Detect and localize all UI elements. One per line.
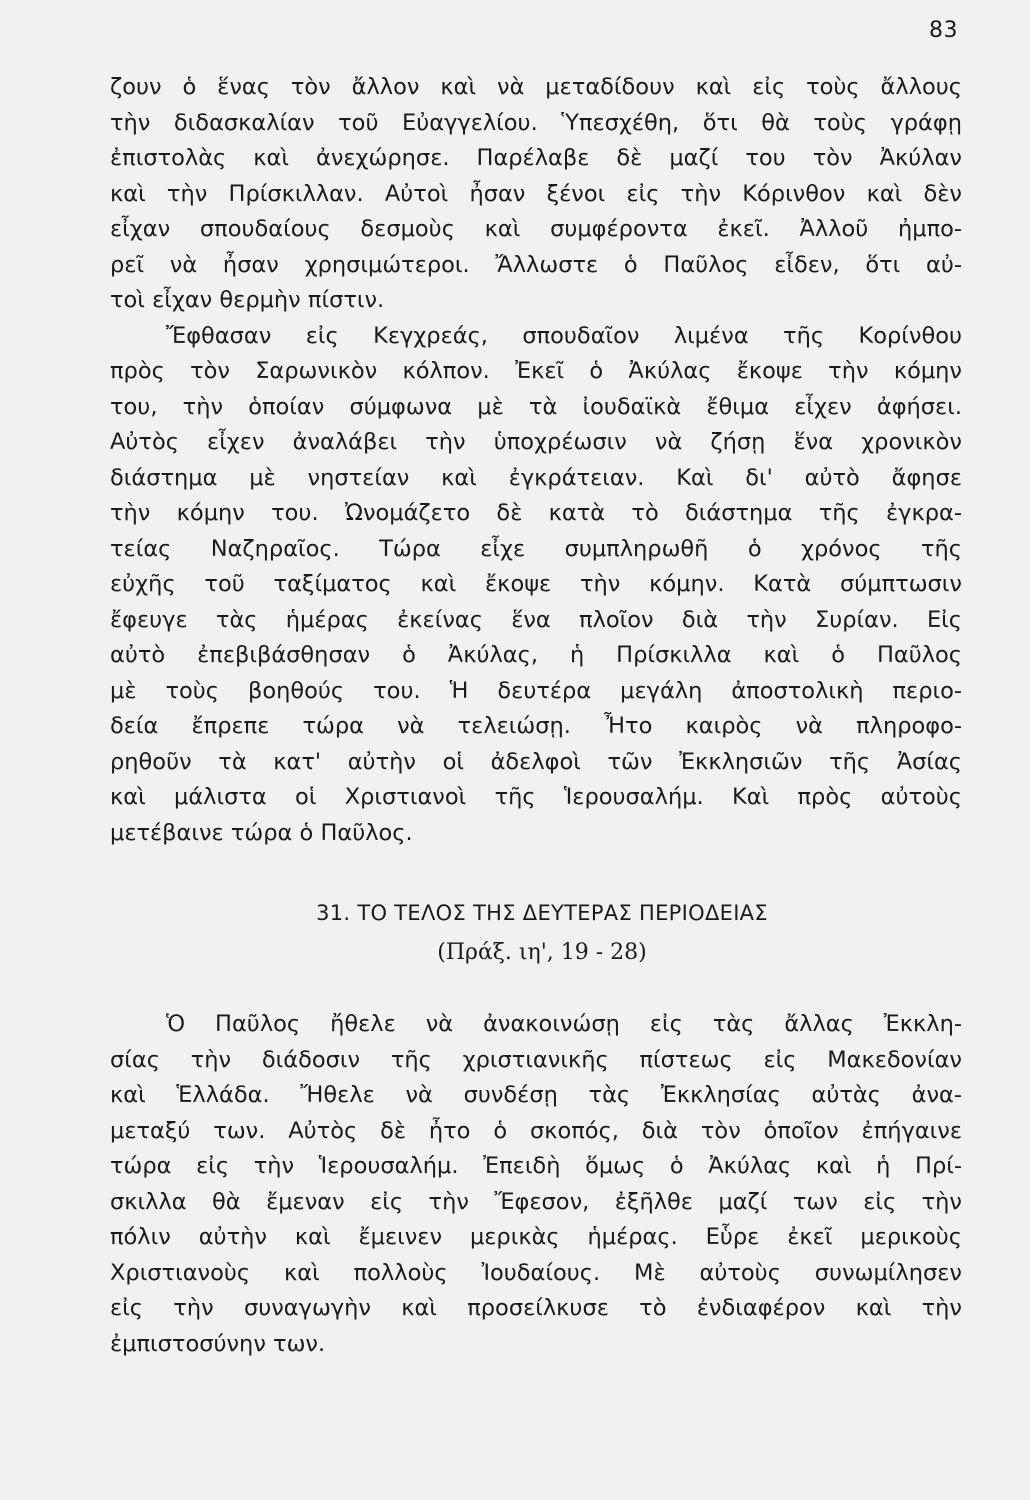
text-line: τὴν διδασκαλίαν τοῦ Εὐαγγελίου. Ὑπεσχέθη, ὅτι θὰ τοὺς γράφῃ — [110, 109, 962, 136]
text-line: τώρα εἰς τὴν Ἱερουσαλήμ. Ἐπειδὴ ὅμως ὁ Ἀκύλας καὶ ἡ Πρί- — [110, 1153, 962, 1179]
text-block-top — [110, 70, 962, 851]
text-line: εὐχῆς τοῦ ταξίματος καὶ ἔκοψε τὴν κόμην. Κατὰ σύμπτωσιν — [110, 571, 962, 597]
text-line: Ὁ Παῦλος ἤθελε νὰ ἀνακοινώσῃ εἰς τὰς ἄλλας Ἐκκλη- — [166, 1011, 962, 1037]
text-line: ἔφευγε τὰς ἡμέρας ἐκείνας ἕνα πλοῖον διὰ τὴν Συρίαν. Εἰς — [110, 606, 962, 633]
text-line: εἰς τὴν συναγωγὴν καὶ προσείλκυσε τὸ ἐνδιαφέρον καὶ τὴν — [110, 1295, 962, 1321]
text-line: του, τὴν ὁποίαν σύμφωνα μὲ τὰ ἰουδαϊκὰ ἔθιμα εἶχεν ἀφήσει. — [110, 393, 962, 420]
text-line: σίας τὴν διάδοσιν τῆς χριστιανικῆς πίστεως εἰς Μακεδονίαν — [110, 1046, 962, 1073]
text-line: πρὸς τὸν Σαρωνικὸν κόλπον. Ἐκεῖ ὁ Ἀκύλας ἔκοψε τὴν κόμην — [110, 358, 962, 384]
text-line: ἐπιστολὰς καὶ ἀνεχώρησε. Παρέλαβε δὲ μαζί του τὸν Ἀκύλαν — [110, 145, 962, 171]
text-line: τοὶ εἶχαν θερμὴν πίστιν. — [110, 287, 385, 313]
text-line: ζουν ὁ ἕνας τὸν ἄλλον καὶ νὰ μεταδίδουν καὶ εἰς τοὺς ἄλλους — [110, 74, 962, 100]
text-line: μετέβαινε τώρα ὁ Παῦλος. — [110, 819, 413, 846]
page-number: 83 — [929, 18, 958, 43]
text-line: Ἔφθασαν εἰς Κεγχρεάς, σπουδαῖον λιμένα τῆς Κορίνθου — [166, 322, 962, 349]
paragraph-1 — [110, 70, 962, 319]
text-line: Αὐτὸς εἶχεν ἀναλάβει τὴν ὑποχρέωσιν νὰ ζήσῃ ἕνα χρονικὸν — [110, 429, 962, 455]
text-line: Χριστιανοὺς καὶ πολλοὺς Ἰουδαίους. Μὲ αὐτοὺς συνωμίλησεν — [110, 1259, 962, 1286]
text-line: καὶ Ἑλλάδα. Ἤθελε νὰ συνδέσῃ τὰς Ἐκκλησίας αὐτὰς ἀνα- — [110, 1082, 962, 1108]
text-line: καὶ τὴν Πρίσκιλλαν. Αὐτοὶ ἦσαν ξένοι εἰς τὴν Κόρινθον καὶ δὲν — [110, 180, 962, 207]
text-line: τείας Ναζηραῖος. Τώρα εἶχε συμπληρωθῆ ὁ χρόνος τῆς — [110, 535, 962, 562]
text-line: ἐμπιστοσύνην των. — [110, 1330, 326, 1357]
section-title: 31. ΤΟ ΤΕΛΟΣ ΤΗΣ ΔΕΥΤΕΡΑΣ ΠΕΡΙΟΔΕΙΑΣ — [316, 901, 768, 925]
text-line: μεταξύ των. Αὐτὸς δὲ ἦτο ὁ σκοπός, διὰ τὸν ὁποῖον ἐπήγαινε — [110, 1117, 962, 1144]
text-line: καὶ μάλιστα οἱ Χριστιανοὶ τῆς Ἱερουσαλήμ. Καὶ πρὸς αὐτοὺς — [110, 784, 962, 810]
text-block-bottom — [110, 1007, 962, 1362]
section-reference: (Πράξ. ιη', 19 - 28) — [437, 940, 647, 965]
text-line: πόλιν αὐτὴν καὶ ἔμεινεν μερικὰς ἡμέρας. Εὗρε ἐκεῖ μερικοὺς — [110, 1224, 962, 1250]
text-line: σκιλλα θὰ ἔμεναν εἰς τὴν Ἔφεσον, ἐξῆλθε μαζί των εἰς τὴν — [110, 1188, 962, 1215]
text-line: αὐτὸ ἐπεβιβάσθησαν ὁ Ἀκύλας, ἡ Πρίσκιλλα καὶ ὁ Παῦλος — [110, 642, 962, 668]
text-line: μὲ τοὺς βοηθούς του. Ἡ δευτέρα μεγάλη ἀποστολικὴ περιο- — [110, 677, 962, 704]
text-line: δεία ἔπρεπε τώρα νὰ τελειώσῃ. Ἦτο καιρὸς νὰ πληροφο- — [110, 713, 962, 739]
paragraph-3 — [110, 1007, 962, 1362]
text-line: διάστημα μὲ νηστείαν καὶ ἐγκράτειαν. Καὶ δι' αὐτὸ ἄφησε — [110, 464, 962, 491]
text-line: εἶχαν σπουδαίους δεσμοὺς καὶ συμφέροντα ἐκεῖ. Ἀλλοῦ ἠμπο- — [110, 216, 962, 242]
text-line: τὴν κόμην του. Ὠνομάζετο δὲ κατὰ τὸ διάστημα τῆς ἐγκρα- — [110, 500, 962, 526]
text-line: ρηθοῦν τὰ κατ' αὐτὴν οἱ ἀδελφοὶ τῶν Ἐκκλησιῶν τῆς Ἀσίας — [110, 748, 962, 775]
paragraph-2 — [110, 319, 962, 852]
text-line: ρεῖ νὰ ἦσαν χρησιμώτεροι. Ἄλλωστε ὁ Παῦλος εἶδεν, ὅτι αὐ- — [110, 251, 962, 278]
